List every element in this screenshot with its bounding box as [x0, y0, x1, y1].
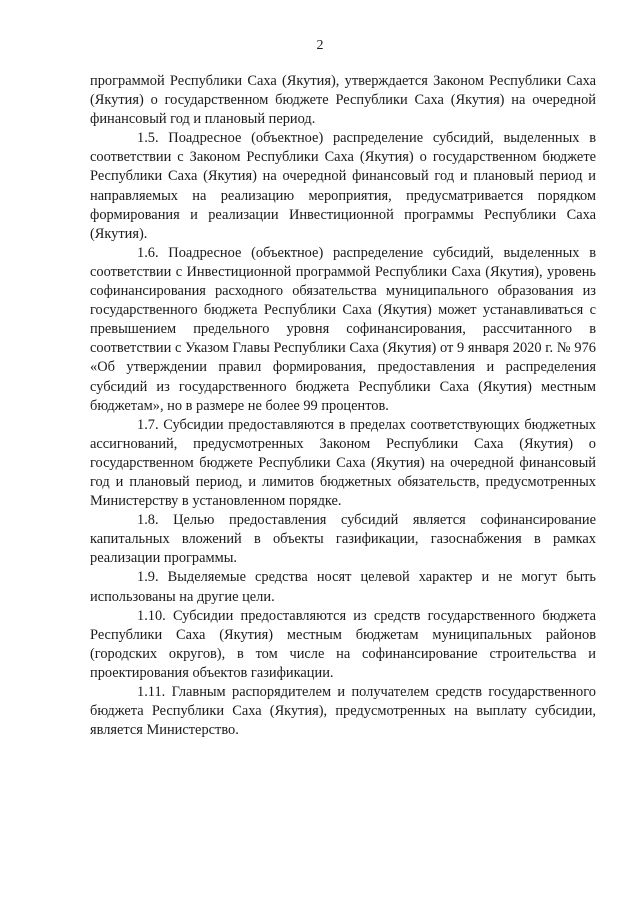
paragraph-continuation: программой Республики Саха (Якутия), утверждается Законом Республики Саха (Якутия) о государственном бюджете Республики Саха (Якутия) на очередной финансовый год и плановый период.	[90, 73, 596, 128]
paragraph-1-9: 1.9. Выделяемые средства носят целевой характер и не могут быть использованы на другие цели.	[90, 569, 596, 605]
paragraph-1-5: 1.5. Поадресное (объектное) распределение субсидий, выделенных в соответствии с Законом Республики Саха (Якутия) о государственном бюджете Республики Саха (Якутия) на очередной финансовый год и плановый период и направляемых на реализацию мероприятия, предусматривается порядком формирования и реализации Инвестиционной программы Республики Саха (Якутия).	[90, 130, 596, 242]
paragraph-1-10: 1.10. Субсидии предоставляются из средств государственного бюджета Республики Саха (Якутия) местным бюджетам муниципальных районов (городских округов), в том числе на софинансирование строительства и проектирования объектов газификации.	[90, 607, 596, 681]
paragraph-1-7: 1.7. Субсидии предоставляются в пределах соответствующих бюджетных ассигнований, предусмотренных Законом Республики Саха (Якутия) о государственном бюджете Республики Саха (Якутия) на очередной финансовый год и плановый период, и лимитов бюджетных обязательств, предусмотренных Министерству в установленном порядке.	[90, 416, 596, 510]
document-body	[90, 72, 596, 740]
paragraph-1-11: 1.11. Главным распорядителем и получателем средств государственного бюджета Республики Саха (Якутия), предусмотренных на выплату субсидии, является Министерство.	[90, 684, 596, 739]
paragraph-1-8: 1.8. Целью предоставления субсидий является софинансирование капитальных вложений в объекты газификации, газоснабжения в рамках реализации программы.	[90, 512, 596, 567]
page-number: 2	[316, 38, 324, 53]
paragraph-1-6: 1.6. Поадресное (объектное) распределение субсидий, выделенных в соответствии с Инвестиционной программой Республики Саха (Якутия), уровень софинансирования расходного обязательства муниципального образования из государственного бюджета Республики Саха (Якутия) может устанавливаться с превышением предельного уровня софинансирования, рассчитанного в соответствии с Указом Главы Республики Саха (Якутия) от 9 января 2020 г. № 976 «Об утверждении правил формирования, предоставления и распределения субсидий из государственного бюджета Республики Саха (Якутия) местным бюджетам», но в размере не более 99 процентов.	[90, 244, 596, 414]
